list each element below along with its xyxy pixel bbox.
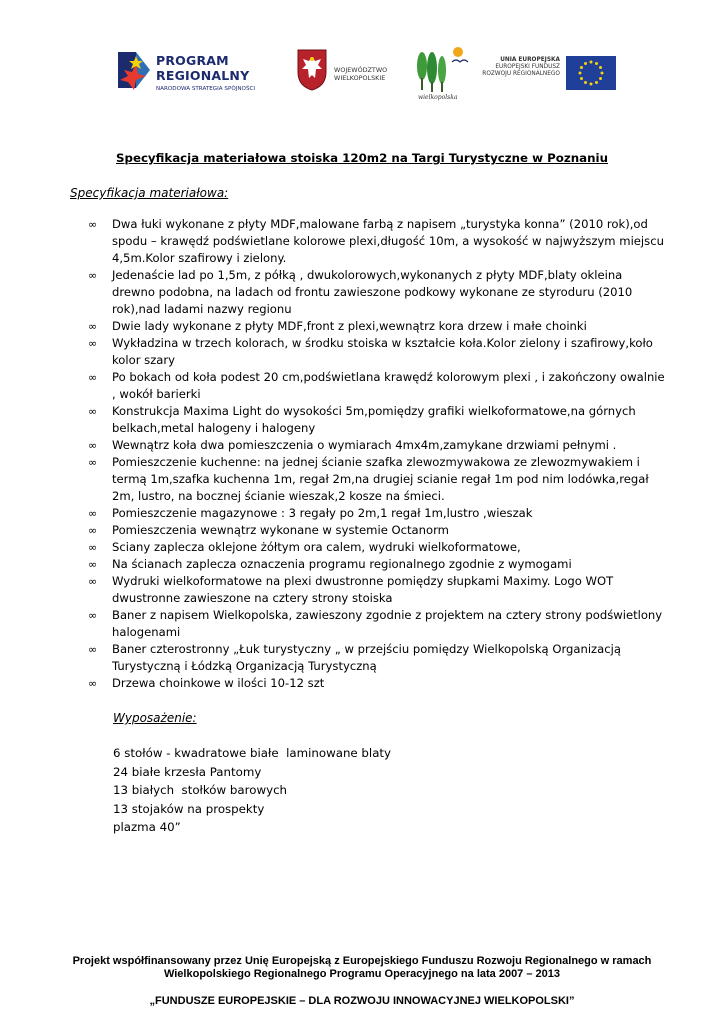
spec-item-text: Baner czterostronny „Łuk turystyczny „ w przejściu pomiędzy Wielkopolską Organizacją Turystyczną i Łódzką Organizacją Turystyczną bbox=[112, 642, 621, 673]
eu-line2: EUROPEJSKI FUNDUSZ bbox=[495, 64, 560, 70]
eu-star-icon bbox=[599, 66, 602, 69]
eu-star-icon bbox=[579, 72, 582, 75]
eu-star-icon bbox=[599, 77, 602, 80]
infinity-bullet-icon: ∞ bbox=[88, 337, 98, 350]
footer-motto: „FUNDUSZE EUROPEJSKIE – DLA ROZWOJU INNOWACYJNEJ WIELKOPOLSKI” bbox=[149, 995, 575, 1007]
infinity-bullet-icon: ∞ bbox=[88, 558, 98, 571]
spec-item bbox=[88, 454, 668, 505]
spec-item-text: Konstrukcja Maxima Light do wysokości 5m,pomiędzy grafiki wielkoformatowe,na górnych belkach,metal halogeny i halogeny bbox=[112, 404, 636, 435]
spec-item bbox=[88, 216, 668, 267]
footer-funding bbox=[0, 955, 724, 981]
eu-text bbox=[482, 57, 560, 78]
spec-item-text: Wykładzina w trzech kolorach, w środku stoiska w kształcie koła.Kolor zielony i szafirowy,koło kolor szary bbox=[112, 336, 653, 367]
infinity-bullet-icon: ∞ bbox=[88, 677, 98, 690]
equipment-item: 13 stojaków na prospekty bbox=[113, 801, 265, 816]
spec-item-text: Pomieszczenie magazynowe : 3 regały po 2m,1 regał 1m,lustro ,wieszak bbox=[112, 506, 533, 520]
spec-item-text: Dwa łuki wykonane z płyty MDF,malowane farbą z napisem „turystyka konna” (2010 rok),od spodu – krawędź podświetlane kolorowe plexi,długość 10m, a wysokość w najwyższym miejscu 4,5m.Kolor szafirowy i zielony. bbox=[112, 217, 664, 265]
infinity-bullet-icon: ∞ bbox=[88, 439, 98, 452]
logo-bar bbox=[0, 42, 724, 104]
infinity-bullet-icon: ∞ bbox=[88, 405, 98, 418]
spec-item bbox=[88, 641, 668, 675]
equipment-item: 13 białych stołków barowych bbox=[113, 783, 288, 797]
eu-star-icon bbox=[590, 83, 593, 86]
infinity-bullet-icon: ∞ bbox=[88, 643, 98, 656]
wojewodztwo-logo bbox=[296, 48, 406, 98]
infinity-bullet-icon: ∞ bbox=[88, 218, 98, 231]
eu-star-icon bbox=[584, 81, 587, 84]
infinity-bullet-icon: ∞ bbox=[88, 507, 98, 520]
infinity-bullet-icon: ∞ bbox=[88, 575, 98, 588]
spec-item-text: Sciany zaplecza oklejone żółtym ora calem, wydruki wielkoformatowe, bbox=[112, 540, 521, 554]
spec-item bbox=[88, 437, 668, 454]
footer-line1: Projekt współfinansowany przez Unię Europejską z Europejskiego Funduszu Rozwoju Regionalnego w ramach bbox=[72, 955, 652, 967]
spec-item-text: Baner z napisem Wielkopolska, zawieszony zgodnie z projektem na cztery strony podświetlony halogenami bbox=[112, 608, 663, 639]
spec-item bbox=[88, 607, 668, 641]
spec-item-text: Po bokach od koła podest 20 cm,podświetlana krawędź kolorowym plexi , i zakończony owalnie , wokół barierki bbox=[112, 370, 665, 401]
eu-star-icon bbox=[580, 77, 583, 80]
program-line1: PROGRAM bbox=[156, 53, 229, 68]
spec-item-text: Drzewa choinkowe w ilości 10-12 szt bbox=[112, 676, 325, 690]
spec-item bbox=[88, 556, 668, 573]
spec-item bbox=[88, 522, 668, 539]
equipment-item: 6 stołów - kwadratowe białe laminowane blaty bbox=[113, 746, 392, 760]
spec-item-text: Jedenaście lad po 1,5m, z półką , dwukolorowych,wykonanych z płyty MDF,blaty okleina drewno podobna, na ladach od frontu zawieszone podkowy wykonane ze styroduru (2010 rok),nad ladami nazwy regionu bbox=[112, 268, 633, 316]
infinity-bullet-icon: ∞ bbox=[88, 456, 98, 469]
eu-star-icon bbox=[595, 62, 598, 65]
document-title: Specyfikacja materiałowa stoiska 120m2 na Targi Turystyczne w Poznaniu bbox=[116, 151, 608, 165]
spec-item-text: Wydruki wielkoformatowe na plexi dwustronne pomiędzy słupkami Maximy. Logo WOT dwustronne zawieszone na cztery strony stoiska bbox=[112, 574, 614, 605]
infinity-bullet-icon: ∞ bbox=[88, 541, 98, 554]
eu-star-icon bbox=[601, 72, 604, 75]
spec-item bbox=[88, 505, 668, 522]
equipment-item: plazma 40” bbox=[113, 820, 181, 834]
eu-line1: UNIA EUROPEJSKA bbox=[500, 57, 560, 63]
spec-item bbox=[88, 539, 668, 556]
footer-line2: Wielkopolskiego Regionalnego Programu Operacyjnego na lata 2007 – 2013 bbox=[163, 968, 561, 980]
spec-item-text: Na ścianach zaplecza oznaczenia programu regionalnego zgodnie z wymogami bbox=[112, 557, 572, 571]
eu-flag-icon bbox=[566, 56, 616, 90]
infinity-bullet-icon: ∞ bbox=[88, 320, 98, 333]
equipment-list bbox=[113, 744, 391, 837]
eu-line3: ROZWOJU REGIONALNEGO bbox=[482, 71, 560, 77]
spec-item bbox=[88, 318, 668, 335]
eu-star-icon bbox=[595, 81, 598, 84]
spec-item bbox=[88, 573, 668, 607]
spec-item bbox=[88, 403, 668, 437]
program-regionalny-logo bbox=[116, 46, 276, 98]
spec-item-text: Wewnątrz koła dwa pomieszczenia o wymiarach 4mx4m,zamykane drzwiami pełnymi . bbox=[112, 438, 617, 452]
eu-logo bbox=[484, 52, 616, 92]
eu-star-icon bbox=[590, 61, 593, 64]
wojewodztwo-line2: WIELKOPOLSKIE bbox=[334, 74, 386, 82]
wojewodztwo-line1: WOJEWÓDZTWO bbox=[334, 66, 388, 74]
wojewodztwo-text bbox=[334, 66, 387, 82]
spec-list bbox=[88, 216, 668, 692]
spec-subtitle: Specyfikacja materiałowa: bbox=[70, 186, 229, 200]
trees-icon bbox=[412, 44, 474, 94]
spec-item bbox=[88, 335, 668, 369]
eu-star-icon bbox=[580, 66, 583, 69]
spec-item bbox=[88, 675, 668, 692]
spec-item bbox=[88, 369, 668, 403]
program-star-icon bbox=[116, 46, 152, 94]
infinity-bullet-icon: ∞ bbox=[88, 269, 98, 282]
equipment-item: 24 białe krzesła Pantomy bbox=[113, 764, 262, 779]
infinity-bullet-icon: ∞ bbox=[88, 371, 98, 384]
eu-star-icon bbox=[584, 62, 587, 65]
program-line3: NARODOWA STRATEGIA SPÓJNOŚCI bbox=[156, 86, 256, 92]
program-line2: REGIONALNY bbox=[156, 68, 250, 83]
infinity-bullet-icon: ∞ bbox=[88, 609, 98, 622]
spec-item-text: Pomieszczenie kuchenne: na jednej ścianie szafka zlewozmywakowa ze zlewozmywakiem i termą 1m,szafka kuchenna 1m, regał 2m,na drugiej scianie regał 1m pod nim lodówka,regał 2m, lustro, na bocznej ścianie wieszak,2 kosze na śmieci. bbox=[112, 455, 649, 503]
infinity-bullet-icon: ∞ bbox=[88, 524, 98, 537]
equipment-title: Wyposażenie: bbox=[113, 711, 197, 725]
spec-item bbox=[88, 267, 668, 318]
wielkopolska-logo bbox=[412, 44, 474, 102]
wielkopolska-text: wielkopolska bbox=[418, 94, 458, 101]
spec-item-text: Dwie lady wykonane z płyty MDF,front z plexi,wewnątrz kora drzew i małe choinki bbox=[112, 319, 587, 333]
spec-item-text: Pomieszczenia wewnątrz wykonane w systemie Octanorm bbox=[112, 523, 449, 537]
eagle-shield-icon bbox=[296, 48, 328, 92]
